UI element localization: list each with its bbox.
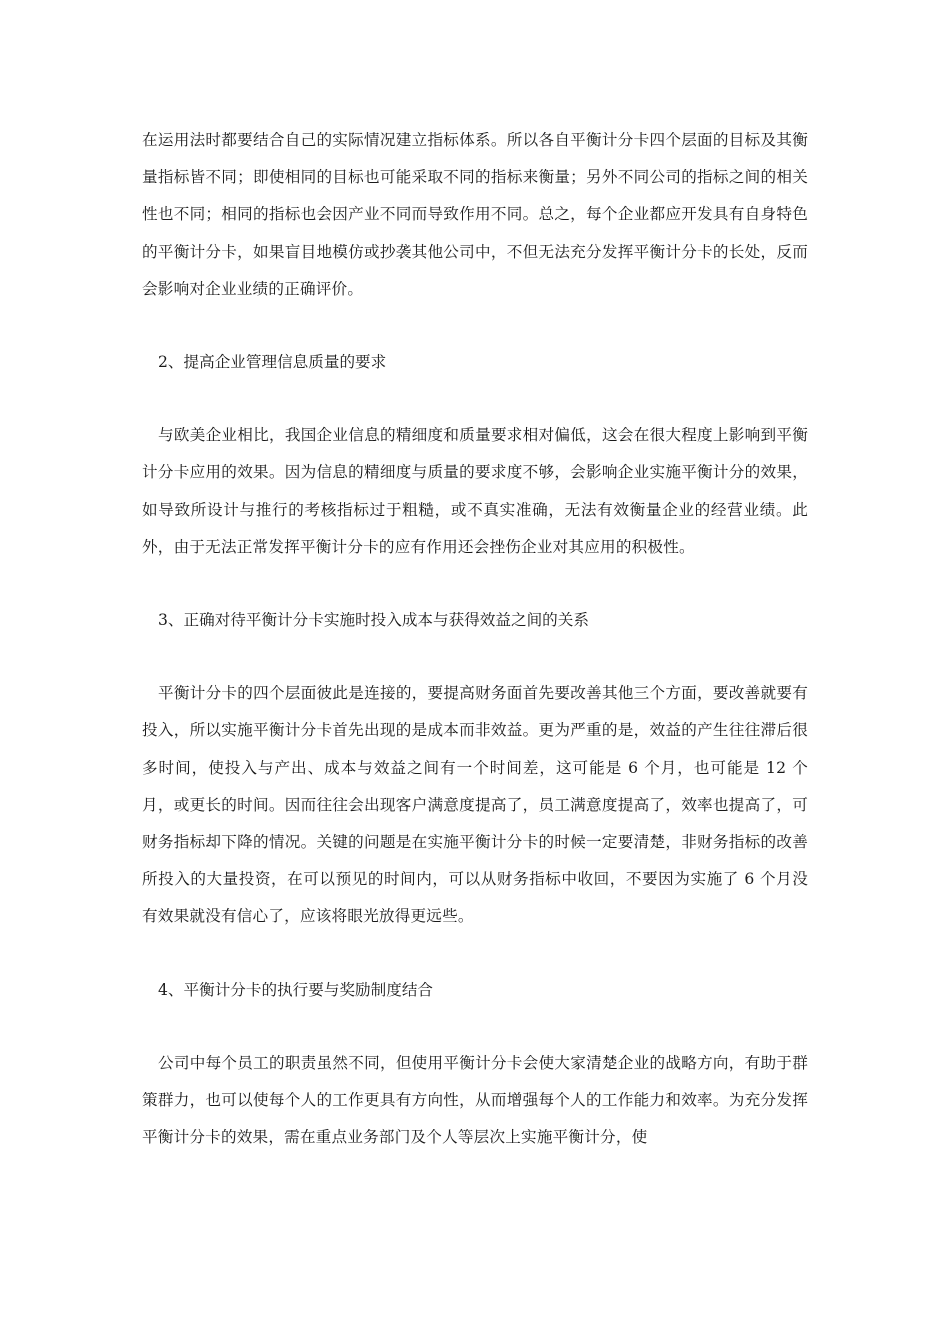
section-heading-4: 4、平衡计分卡的执行要与奖励制度结合 [158, 980, 434, 999]
spacer [142, 639, 808, 675]
spacer [142, 566, 808, 602]
spacer [142, 308, 808, 344]
section-heading-2: 2、提高企业管理信息质量的要求 [158, 353, 387, 372]
section-heading-3: 3、正确对待平衡计分卡实施时投入成本与获得效益之间的关系 [158, 611, 589, 630]
paragraph-section-4: 公司中每个员工的职责虽然不同，但使用平衡计分卡会使大家清楚企业的战略方向，有助于群策群力，也可以使每个人的工作更具有方向性，从而增强每个人的工作能力和效率。为充分发挥平衡计分卡的效果，需在重点业务部门及个人等层次上实施平衡计分，使 [142, 1053, 808, 1147]
paragraph-section-2: 与欧美企业相比，我国企业信息的精细度和质量要求相对偏低，这会在很大程度上影响到平衡计分卡应用的效果。因为信息的精细度与质量的要求度不够，会影响企业实施平衡计分的效果，如导致所设计与推行的考核指标过于粗糙，或不真实准确，无法有效衡量企业的经营业绩。此外，由于无法正常发挥平衡计分卡的应有作用还会挫伤企业对其应用的积极性。 [142, 426, 808, 556]
document-page [142, 122, 808, 1156]
spacer [142, 936, 808, 972]
spacer [142, 381, 808, 417]
paragraph-intro: 在运用法时都要结合自己的实际情况建立指标体系。所以各自平衡计分卡四个层面的目标及其衡量指标皆不同；即使相同的目标也可能采取不同的指标来衡量；另外不同公司的指标之间的相关性也不同；相同的指标也会因产业不同而导致作用不同。总之，每个企业都应开发具有自身特色的平衡计分卡，如果盲目地模仿或抄袭其他公司中，不但无法充分发挥平衡计分卡的长处，反而会影响对企业业绩的正确评价。 [142, 131, 808, 298]
spacer [142, 1009, 808, 1045]
paragraph-section-3: 平衡计分卡的四个层面彼此是连接的，要提高财务面首先要改善其他三个方面，要改善就要有投入，所以实施平衡计分卡首先出现的是成本而非效益。更为严重的是，效益的产生往往滞后很多时间，使投入与产出、成本与效益之间有一个时间差，这可能是 6 个月，也可能是 12 个月，或更长的时间。因而往往会出现客户满意度提高了，员工满意度提高了，效率也提高了，可财务指标却下降的情况。关键的问题是在实施平衡计分卡的时候一定要清楚，非财务指标的改善所投入的大量投资，在可以预见的时间内，可以从财务指标中收回，不要因为实施了 6 个月没有效果就没有信心了，应该将眼光放得更远些。 [142, 684, 808, 926]
